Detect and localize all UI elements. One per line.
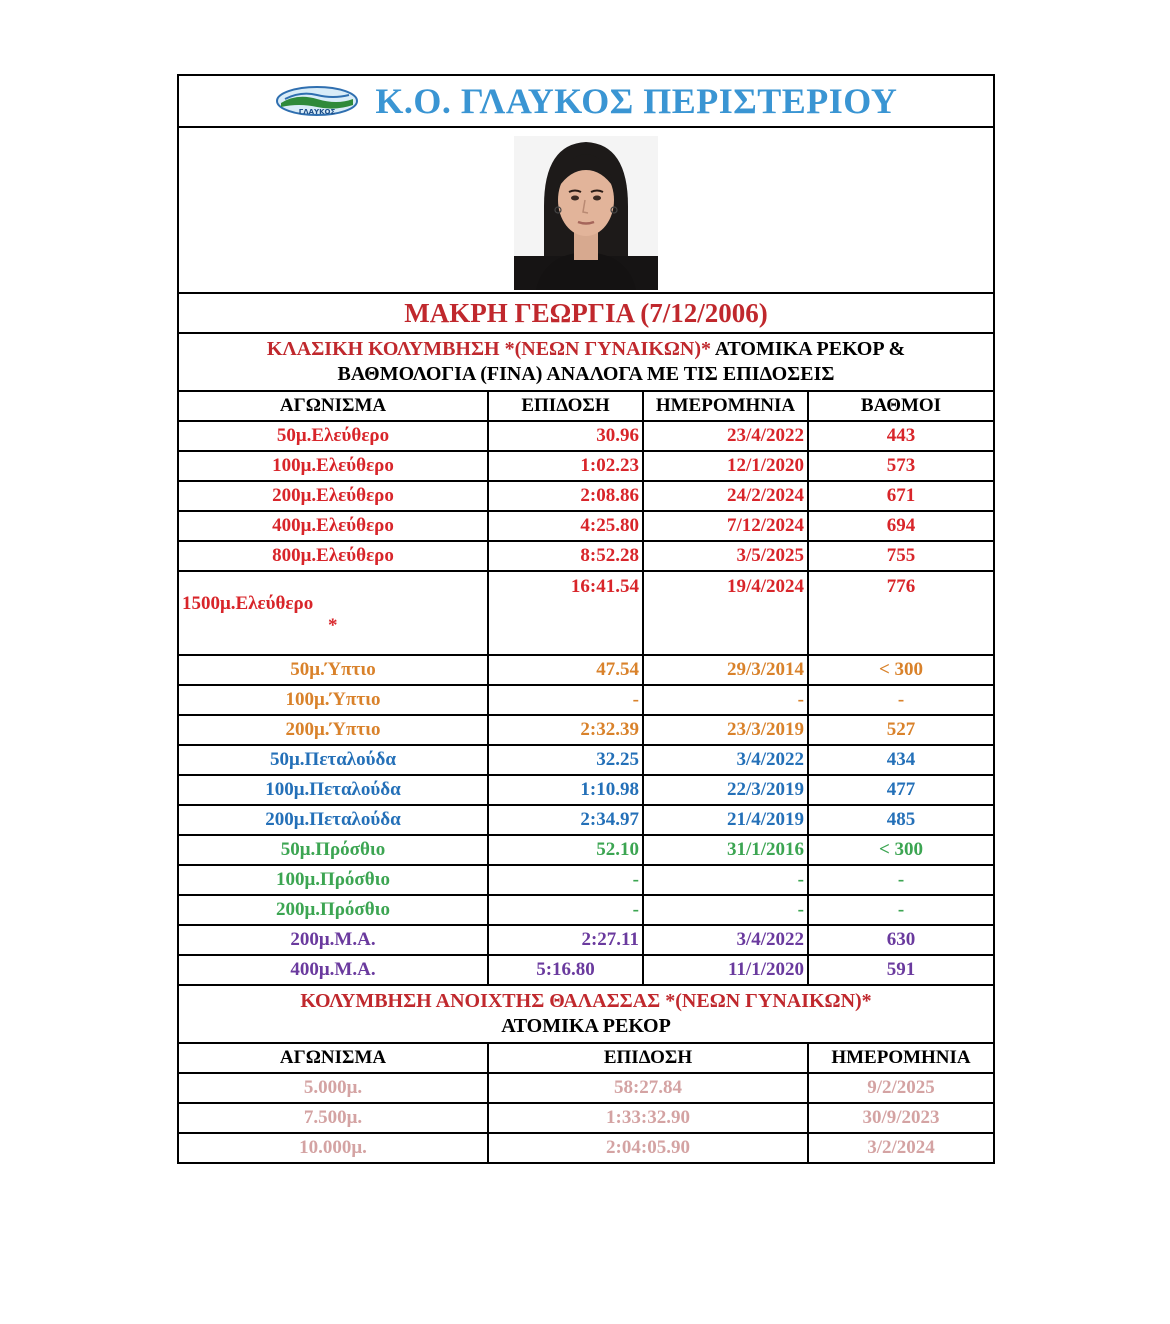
time-cell: - <box>488 895 643 925</box>
ow-event-cell: 10.000μ. <box>178 1133 488 1163</box>
points-cell: - <box>808 895 994 925</box>
event-cell: 100μ.Ελεύθερο <box>178 451 488 481</box>
ow-col-header-time: ΕΠΙΔΟΣΗ <box>488 1043 808 1073</box>
points-cell: 485 <box>808 805 994 835</box>
open-water-heading-red: ΚΟΛΥΜΒΗΣΗ ΑΝΟΙΧΤΗΣ ΘΑΛΑΣΣΑΣ *(ΝΕΩΝ ΓΥΝΑΙΚΩΝ)* <box>300 990 872 1012</box>
points-cell: 694 <box>808 511 994 541</box>
table-row <box>178 451 994 481</box>
points-cell: 630 <box>808 925 994 955</box>
club-header <box>178 75 994 127</box>
col-header-points: ΒΑΘΜΟΙ <box>808 391 994 421</box>
date-cell: 23/3/2019 <box>643 715 808 745</box>
classic-heading <box>178 333 994 391</box>
club-name: Κ.Ο. ΓΛΑΥΚΟΣ ΠΕΡΙΣΤΕΡΙΟΥ <box>375 81 898 121</box>
time-cell: - <box>488 685 643 715</box>
event-cell: 400μ.Μ.Α. <box>178 955 488 985</box>
time-cell: 16:41.54 <box>488 571 643 655</box>
event-cell: 50μ.Ελεύθερο <box>178 421 488 451</box>
time-cell: 32.25 <box>488 745 643 775</box>
time-cell: 52.10 <box>488 835 643 865</box>
event-cell: 200μ.Πρόσθιο <box>178 895 488 925</box>
time-cell: 4:25.80 <box>488 511 643 541</box>
time-cell: 5:16.80 <box>488 955 643 985</box>
open-water-column-headers <box>178 1043 994 1073</box>
time-cell: 2:27.11 <box>488 925 643 955</box>
ow-col-header-date: ΗΜΕΡΟΜΗΝΙΑ <box>808 1043 994 1073</box>
points-cell: 434 <box>808 745 994 775</box>
time-cell: 1:02.23 <box>488 451 643 481</box>
club-logo-icon <box>275 85 359 117</box>
ow-event-cell: 7.500μ. <box>178 1103 488 1133</box>
photo-cell <box>178 127 994 293</box>
table-row <box>178 571 994 655</box>
time-cell: 1:10.98 <box>488 775 643 805</box>
time-cell: - <box>488 865 643 895</box>
athlete-name: ΜΑΚΡΗ ΓΕΩΡΓΙΑ (7/12/2006) <box>178 293 994 333</box>
table-row <box>178 1073 994 1103</box>
record-sheet <box>177 74 993 1164</box>
ow-time-cell: 2:04:05.90 <box>488 1133 808 1163</box>
date-cell: - <box>643 895 808 925</box>
date-cell: 22/3/2019 <box>643 775 808 805</box>
event-cell: 200μ.Μ.Α. <box>178 925 488 955</box>
event-cell: 100μ.Πρόσθιο <box>178 865 488 895</box>
svg-text:ΓΛΑΥΚΟΣ: ΓΛΑΥΚΟΣ <box>298 108 335 116</box>
time-cell: 8:52.28 <box>488 541 643 571</box>
date-cell: 21/4/2019 <box>643 805 808 835</box>
points-cell: 573 <box>808 451 994 481</box>
points-cell: 443 <box>808 421 994 451</box>
time-cell: 2:32.39 <box>488 715 643 745</box>
table-row <box>178 511 994 541</box>
event-cell: 400μ.Ελεύθερο <box>178 511 488 541</box>
ow-time-cell: 58:27.84 <box>488 1073 808 1103</box>
table-row <box>178 955 994 985</box>
ow-event-cell: 5.000μ. <box>178 1073 488 1103</box>
date-cell: 12/1/2020 <box>643 451 808 481</box>
table-row <box>178 775 994 805</box>
date-cell: - <box>643 865 808 895</box>
athlete-photo <box>514 136 658 290</box>
ow-col-header-event: ΑΓΩΝΙΣΜΑ <box>178 1043 488 1073</box>
event-cell <box>178 571 488 655</box>
date-cell: 29/3/2014 <box>643 655 808 685</box>
points-cell: 527 <box>808 715 994 745</box>
event-cell: 800μ.Ελεύθερο <box>178 541 488 571</box>
col-header-date: ΗΜΕΡΟΜΗΝΙΑ <box>643 391 808 421</box>
event-cell: 100μ.Ύπτιο <box>178 685 488 715</box>
table-row <box>178 745 994 775</box>
ow-date-cell: 3/2/2024 <box>808 1133 994 1163</box>
classic-heading-red: ΚΛΑΣΙΚΗ ΚΟΛΥΜΒΗΣΗ *(ΝΕΩΝ ΓΥΝΑΙΚΩΝ)* <box>266 338 712 360</box>
open-water-heading-black: ΑΤΟΜΙΚΑ ΡΕΚΟΡ <box>501 1015 671 1037</box>
table-row <box>178 655 994 685</box>
points-cell: - <box>808 865 994 895</box>
event-cell: 50μ.Πεταλούδα <box>178 745 488 775</box>
table-row <box>178 835 994 865</box>
table-row <box>178 421 994 451</box>
table-row <box>178 865 994 895</box>
records-table <box>177 74 995 1164</box>
event-cell: 200μ.Ύπτιο <box>178 715 488 745</box>
points-cell: 671 <box>808 481 994 511</box>
table-row <box>178 541 994 571</box>
time-cell: 2:08.86 <box>488 481 643 511</box>
event-cell: 50μ.Πρόσθιο <box>178 835 488 865</box>
col-header-time: ΕΠΙΔΟΣΗ <box>488 391 643 421</box>
date-cell: - <box>643 685 808 715</box>
event-cell: 200μ.Ελεύθερο <box>178 481 488 511</box>
event-note: * <box>328 615 338 636</box>
date-cell: 11/1/2020 <box>643 955 808 985</box>
classic-heading-row <box>178 333 994 391</box>
event-name: 1500μ.Ελεύθερο <box>182 593 314 614</box>
open-water-heading <box>178 985 994 1043</box>
points-cell: 776 <box>808 571 994 655</box>
date-cell: 23/4/2022 <box>643 421 808 451</box>
classic-column-headers <box>178 391 994 421</box>
classic-heading-black-2: ΒΑΘΜΟΛΟΓΙΑ (FINA) ΑΝΑΛΟΓΑ ΜΕ ΤΙΣ ΕΠΙΔΟΣΕΙΣ <box>337 363 835 385</box>
date-cell: 19/4/2024 <box>643 571 808 655</box>
time-cell: 30.96 <box>488 421 643 451</box>
club-header-row <box>178 75 994 127</box>
date-cell: 3/5/2025 <box>643 541 808 571</box>
athlete-name-row <box>178 293 994 333</box>
time-cell: 2:34.97 <box>488 805 643 835</box>
event-cell: 100μ.Πεταλούδα <box>178 775 488 805</box>
classic-heading-black-1: ΑΤΟΜΙΚΑ ΡΕΚΟΡ & <box>714 338 906 360</box>
open-water-heading-row <box>178 985 994 1043</box>
photo-row <box>178 127 994 293</box>
points-cell: 755 <box>808 541 994 571</box>
col-header-event: ΑΓΩΝΙΣΜΑ <box>178 391 488 421</box>
date-cell: 3/4/2022 <box>643 745 808 775</box>
table-row <box>178 1103 994 1133</box>
date-cell: 3/4/2022 <box>643 925 808 955</box>
date-cell: 24/2/2024 <box>643 481 808 511</box>
ow-date-cell: 9/2/2025 <box>808 1073 994 1103</box>
points-cell: < 300 <box>808 835 994 865</box>
event-cell: 200μ.Πεταλούδα <box>178 805 488 835</box>
points-cell: 591 <box>808 955 994 985</box>
table-row <box>178 925 994 955</box>
table-row <box>178 895 994 925</box>
date-cell: 7/12/2024 <box>643 511 808 541</box>
event-cell: 50μ.Ύπτιο <box>178 655 488 685</box>
points-cell: 477 <box>808 775 994 805</box>
date-cell: 31/1/2016 <box>643 835 808 865</box>
table-row <box>178 685 994 715</box>
table-row <box>178 805 994 835</box>
points-cell: < 300 <box>808 655 994 685</box>
ow-time-cell: 1:33:32.90 <box>488 1103 808 1133</box>
points-cell: - <box>808 685 994 715</box>
ow-date-cell: 30/9/2023 <box>808 1103 994 1133</box>
table-row <box>178 481 994 511</box>
time-cell: 47.54 <box>488 655 643 685</box>
table-row <box>178 715 994 745</box>
table-row <box>178 1133 994 1163</box>
